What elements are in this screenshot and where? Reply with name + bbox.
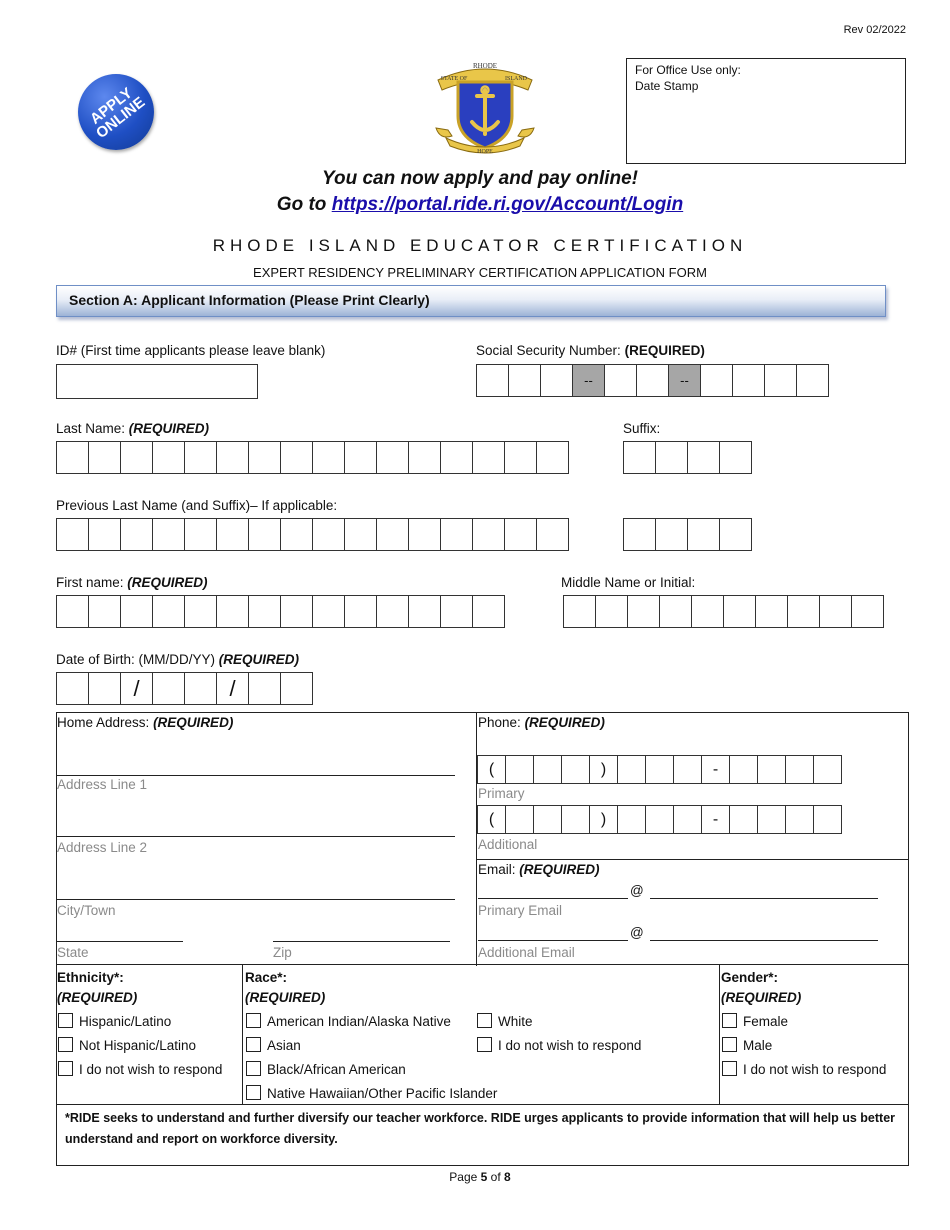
dob-slash: / [216, 672, 249, 705]
additional-phone-input[interactable] [477, 805, 842, 834]
page-number: 5 [480, 1170, 488, 1184]
gender-option[interactable] [722, 1013, 788, 1029]
gender-option[interactable] [722, 1061, 886, 1077]
middle-name-input[interactable] [563, 595, 884, 628]
letter-cell[interactable] [655, 441, 688, 474]
page-prefix: Page [449, 1170, 481, 1184]
suffix-label: Suffix: [623, 421, 661, 436]
ssn-separator: -- [668, 364, 701, 397]
last-name-required: (REQUIRED) [128, 421, 210, 436]
page-total: 8 [504, 1170, 511, 1184]
address-line1-label: Address Line 1 [57, 777, 148, 792]
contact-table-top [56, 712, 909, 713]
id-input[interactable] [56, 364, 258, 399]
dob-required: (REQUIRED) [218, 652, 300, 667]
form-subtitle: EXPERT RESIDENCY PRELIMINARY CERTIFICATION APPLICATION FORM [253, 265, 707, 280]
checkbox-icon[interactable] [58, 1013, 73, 1028]
phone-digit-cell[interactable] [813, 755, 842, 784]
letter-cell[interactable] [248, 441, 281, 474]
phone-digit-cell[interactable] [673, 755, 702, 784]
letter-cell[interactable] [723, 595, 756, 628]
phone-digit-cell[interactable] [673, 805, 702, 834]
additional-phone-label: Additional [478, 837, 538, 852]
primary-phone-label: Primary [478, 786, 525, 801]
letter-cell[interactable] [152, 441, 185, 474]
gender-heading [721, 968, 801, 1008]
phone-digit-cell[interactable] [729, 805, 758, 834]
race-option[interactable] [477, 1013, 533, 1029]
race-option[interactable] [246, 1013, 451, 1029]
race-required: (REQUIRED) [245, 990, 326, 1005]
letter-cell[interactable] [344, 595, 377, 628]
letter-cell[interactable] [376, 518, 409, 551]
ssn-label-group [476, 343, 705, 358]
ethnicity-label: Ethnicity*: [57, 970, 124, 985]
first-name-required: (REQUIRED) [127, 575, 208, 590]
option-label: Asian [267, 1038, 301, 1053]
letter-cell[interactable] [248, 595, 281, 628]
phone-digit-cell[interactable] [757, 805, 786, 834]
additional-email-domain-input[interactable] [650, 940, 878, 941]
letter-cell[interactable] [472, 595, 505, 628]
previous-last-name-label: Previous Last Name (and Suffix)– If applicable: [56, 498, 338, 513]
letter-cell[interactable] [440, 441, 473, 474]
phone-digit-cell[interactable] [561, 755, 590, 784]
letter-cell[interactable] [655, 518, 688, 551]
ssn-cell[interactable] [508, 364, 541, 397]
option-label: I do not wish to respond [743, 1062, 887, 1077]
ethnicity-option[interactable] [58, 1061, 222, 1077]
email-label-group [478, 862, 600, 877]
first-name-label-group [56, 575, 208, 590]
additional-email-user-input[interactable] [478, 940, 628, 941]
race-option[interactable] [246, 1061, 406, 1077]
letter-cell[interactable] [344, 518, 377, 551]
option-label: American Indian/Alaska Native [267, 1014, 451, 1029]
gender-required: (REQUIRED) [721, 990, 802, 1005]
dob-cell[interactable] [88, 672, 121, 705]
letter-cell[interactable] [184, 595, 217, 628]
phone-digit-cell[interactable] [533, 805, 562, 834]
dob-cell[interactable] [152, 672, 185, 705]
portal-line [0, 194, 950, 216]
letter-cell[interactable] [472, 441, 505, 474]
letter-cell[interactable] [504, 441, 537, 474]
race-option[interactable] [246, 1037, 301, 1053]
letter-cell[interactable] [819, 595, 852, 628]
checkbox-icon[interactable] [477, 1037, 492, 1052]
phone-digit-cell[interactable] [561, 805, 590, 834]
phone-open-symbol: ( [477, 755, 506, 784]
phone-digit-cell[interactable] [617, 755, 646, 784]
option-label: I do not wish to respond [79, 1062, 223, 1077]
letter-cell[interactable] [376, 441, 409, 474]
letter-cell[interactable] [88, 441, 121, 474]
checkbox-icon[interactable] [722, 1013, 737, 1028]
option-label: Black/African American [267, 1062, 406, 1077]
option-label: Native Hawaiian/Other Pacific Islander [267, 1086, 498, 1101]
letter-cell[interactable] [851, 595, 884, 628]
phone-digit-cell[interactable] [785, 805, 814, 834]
letter-cell[interactable] [719, 441, 752, 474]
letter-cell[interactable] [88, 518, 121, 551]
dob-cell[interactable] [280, 672, 313, 705]
checkbox-icon[interactable] [246, 1013, 261, 1028]
letter-cell[interactable] [440, 518, 473, 551]
letter-cell[interactable] [248, 518, 281, 551]
ssn-cell[interactable] [732, 364, 765, 397]
checkbox-icon[interactable] [722, 1037, 737, 1052]
seal-left-text: STATE OF [440, 76, 468, 82]
dob-input[interactable] [56, 672, 313, 705]
checkbox-icon[interactable] [58, 1061, 73, 1076]
seal-bottom-text: HOPE [477, 149, 493, 155]
ssn-cell[interactable] [476, 364, 509, 397]
previous-last-name-input[interactable] [56, 518, 569, 551]
letter-cell[interactable] [280, 595, 313, 628]
letter-cell[interactable] [120, 595, 153, 628]
first-name-label: First name: [56, 575, 124, 590]
checkbox-icon[interactable] [722, 1061, 737, 1076]
letter-cell[interactable] [472, 518, 505, 551]
letter-cell[interactable] [408, 595, 441, 628]
phone-close-symbol: ) [589, 805, 618, 834]
phone-digit-cell[interactable] [505, 755, 534, 784]
phone-digit-cell[interactable] [729, 755, 758, 784]
phone-email-divider [476, 859, 909, 860]
letter-cell[interactable] [504, 518, 537, 551]
gender-option[interactable] [722, 1037, 772, 1053]
diversity-footnote-box [56, 1104, 909, 1166]
letter-cell[interactable] [120, 518, 153, 551]
letter-cell[interactable] [120, 441, 153, 474]
ssn-required: (REQUIRED) [624, 343, 705, 358]
letter-cell[interactable] [280, 441, 313, 474]
dob-cell[interactable] [56, 672, 89, 705]
option-label: I do not wish to respond [498, 1038, 642, 1053]
letter-cell[interactable] [408, 518, 441, 551]
letter-cell[interactable] [755, 595, 788, 628]
letter-cell[interactable] [376, 595, 409, 628]
phone-digit-cell[interactable] [645, 755, 674, 784]
letter-cell[interactable] [787, 595, 820, 628]
letter-cell[interactable] [719, 518, 752, 551]
letter-cell[interactable] [184, 518, 217, 551]
option-label: Not Hispanic/Latino [79, 1038, 197, 1053]
race-heading [245, 968, 325, 1008]
letter-cell[interactable] [56, 441, 89, 474]
last-name-label-group [56, 421, 209, 436]
letter-cell[interactable] [627, 595, 660, 628]
ssn-cell[interactable] [764, 364, 797, 397]
primary-phone-input[interactable] [477, 755, 842, 784]
city-label: City/Town [57, 903, 116, 918]
letter-cell[interactable] [687, 441, 720, 474]
zip-input[interactable] [273, 941, 450, 942]
checkbox-icon[interactable] [246, 1085, 261, 1100]
ethnicity-required: (REQUIRED) [57, 990, 138, 1005]
id-label: ID# (First time applicants please leave blank) [56, 343, 326, 358]
ssn-label: Social Security Number: [476, 343, 621, 358]
city-input[interactable] [57, 899, 455, 900]
seal-icon [430, 58, 540, 158]
middle-name-label: Middle Name or Initial: [561, 575, 696, 590]
primary-email-domain-input[interactable] [650, 898, 878, 899]
phone-close-symbol: ) [589, 755, 618, 784]
page-indicator [0, 1170, 950, 1184]
dob-cell[interactable] [248, 672, 281, 705]
page-of: of [487, 1170, 505, 1184]
phone-required: (REQUIRED) [524, 715, 605, 730]
date-stamp-label: Date Stamp [635, 79, 699, 93]
apply-online-text: APPLY ONLINE [86, 84, 149, 143]
ssn-cell[interactable] [636, 364, 669, 397]
letter-cell[interactable] [408, 441, 441, 474]
email-required: (REQUIRED) [519, 862, 600, 877]
letter-cell[interactable] [56, 518, 89, 551]
additional-email-label: Additional Email [478, 945, 575, 960]
letter-cell[interactable] [536, 441, 569, 474]
address-line1-input[interactable] [57, 775, 455, 776]
letter-cell[interactable] [184, 441, 217, 474]
ssn-cell[interactable] [604, 364, 637, 397]
option-label: Male [743, 1038, 773, 1053]
home-address-label-group [57, 715, 233, 730]
ethnicity-heading [57, 968, 137, 1008]
dob-label-group [56, 652, 299, 667]
letter-cell[interactable] [536, 518, 569, 551]
section-a-header [56, 285, 886, 317]
phone-digit-cell[interactable] [617, 805, 646, 834]
letter-cell[interactable] [687, 518, 720, 551]
option-label: White [498, 1014, 533, 1029]
race-option[interactable] [477, 1037, 641, 1053]
first-name-input[interactable] [56, 595, 505, 628]
letter-cell[interactable] [56, 595, 89, 628]
phone-digit-cell[interactable] [757, 755, 786, 784]
phone-open-symbol: ( [477, 805, 506, 834]
revision-label: Rev 02/2022 [843, 24, 906, 36]
suffix-input[interactable] [623, 441, 752, 474]
letter-cell[interactable] [440, 595, 473, 628]
dob-label: Date of Birth: (MM/DD/YY) [56, 652, 216, 667]
seal-top-text: RHODE [472, 62, 498, 70]
option-label: Female [743, 1014, 789, 1029]
phone-digit-cell[interactable] [813, 805, 842, 834]
primary-email-user-input[interactable] [478, 898, 628, 899]
letter-cell[interactable] [152, 518, 185, 551]
contact-table-right [908, 712, 909, 966]
form-title: RHODE ISLAND EDUCATOR CERTIFICATION [212, 236, 748, 255]
primary-email-at: @ [630, 883, 644, 898]
letter-cell[interactable] [344, 441, 377, 474]
race-label: Race*: [245, 970, 288, 985]
phone-digit-cell[interactable] [645, 805, 674, 834]
diversity-footnote: *RIDE seeks to understand and further diversify our teacher workforce. RIDE urges applicants to provide information that will help us better understand and report on workforce diversity. [65, 1111, 896, 1146]
letter-cell[interactable] [623, 441, 656, 474]
letter-cell[interactable] [88, 595, 121, 628]
ssn-cell[interactable] [796, 364, 829, 397]
race-option[interactable] [246, 1085, 497, 1101]
contact-table-divider [476, 712, 477, 966]
letter-cell[interactable] [312, 595, 345, 628]
last-name-input[interactable] [56, 441, 569, 474]
address-line2-label: Address Line 2 [57, 840, 148, 855]
letter-cell[interactable] [563, 595, 596, 628]
go-to-text: Go to [276, 194, 332, 215]
ethnicity-option[interactable] [58, 1013, 171, 1029]
phone-digit-cell[interactable] [505, 805, 534, 834]
office-use-box [626, 58, 906, 164]
home-address-label: Home Address: [57, 715, 150, 730]
gender-label: Gender*: [721, 970, 779, 985]
letter-cell[interactable] [216, 518, 249, 551]
phone-label-group [478, 715, 605, 730]
apply-online-badge[interactable] [78, 74, 154, 150]
rhode-island-seal [430, 58, 540, 158]
home-address-required: (REQUIRED) [153, 715, 234, 730]
ssn-separator: -- [572, 364, 605, 397]
office-use-label: For Office Use only: [635, 63, 741, 77]
state-label: State [57, 945, 89, 960]
option-label: Hispanic/Latino [79, 1014, 172, 1029]
additional-email-at: @ [630, 925, 644, 940]
letter-cell[interactable] [595, 595, 628, 628]
dob-cell[interactable] [184, 672, 217, 705]
phone-digit-cell[interactable] [533, 755, 562, 784]
section-a-title: Section A: Applicant Information (Please Print Clearly) [69, 292, 430, 308]
race-gender-divider [719, 965, 720, 1105]
zip-label: Zip [273, 945, 292, 960]
letter-cell[interactable] [691, 595, 724, 628]
letter-cell[interactable] [312, 441, 345, 474]
phone-dash-symbol: - [701, 805, 730, 834]
address-line2-input[interactable] [57, 836, 455, 837]
letter-cell[interactable] [216, 595, 249, 628]
primary-email-label: Primary Email [478, 903, 563, 918]
last-name-label: Last Name: [56, 421, 126, 436]
letter-cell[interactable] [280, 518, 313, 551]
ethnicity-option[interactable] [58, 1037, 196, 1053]
ssn-input[interactable] [476, 364, 829, 397]
ssn-cell[interactable] [540, 364, 573, 397]
letter-cell[interactable] [312, 518, 345, 551]
seal-right-text: ISLAND [505, 76, 527, 82]
checkbox-icon[interactable] [477, 1013, 492, 1028]
dob-slash: / [120, 672, 153, 705]
phone-label: Phone: [478, 715, 521, 730]
contact-table-left [56, 712, 57, 966]
checkbox-icon[interactable] [246, 1037, 261, 1052]
online-notice: You can now apply and pay online! [322, 168, 638, 189]
ssn-cell[interactable] [700, 364, 733, 397]
letter-cell[interactable] [152, 595, 185, 628]
previous-suffix-input[interactable] [623, 518, 752, 551]
phone-dash-symbol: - [701, 755, 730, 784]
checkbox-icon[interactable] [246, 1061, 261, 1076]
letter-cell[interactable] [623, 518, 656, 551]
email-label: Email: [478, 862, 516, 877]
state-input[interactable] [57, 941, 183, 942]
phone-digit-cell[interactable] [785, 755, 814, 784]
portal-link[interactable]: https://portal.ride.ri.gov/Account/Login [331, 194, 684, 215]
ethnicity-race-divider [242, 965, 243, 1105]
letter-cell[interactable] [659, 595, 692, 628]
checkbox-icon[interactable] [58, 1037, 73, 1052]
letter-cell[interactable] [216, 441, 249, 474]
